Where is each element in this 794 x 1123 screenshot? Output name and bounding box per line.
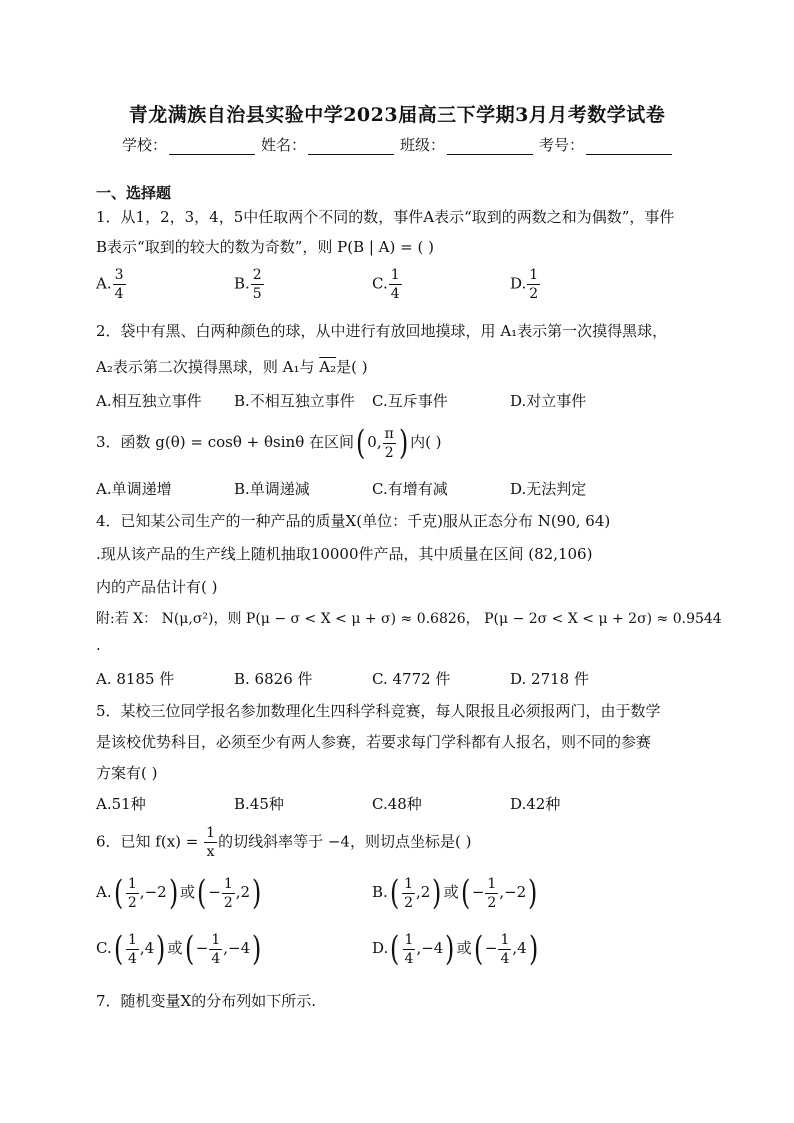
fraction: $\frac{1}{2}$: [127, 875, 137, 911]
name-label: 姓名：: [260, 136, 306, 154]
fraction: $\frac{3}{4}$: [114, 267, 124, 302]
fraction: $\frac{1}{4}$: [404, 931, 414, 967]
q2-line2: A₂表示第二次摸得黑球，则 A₁与 A₂是( ): [96, 358, 368, 376]
q6-option-a[interactable]: A.( $\frac{1}{2}$ ,−2) 或( − $\frac{1}{2}$ ,2): [96, 873, 262, 913]
fraction: $\frac{\pi}{2}$: [384, 425, 394, 461]
name-field[interactable]: [261, 134, 394, 155]
q5-option-d[interactable]: D.42种: [510, 795, 561, 813]
q1-option-b[interactable]: B. $\frac{2}{5}$: [234, 267, 262, 302]
q1-option-c[interactable]: C. $\frac{1}{4}$: [372, 267, 400, 302]
q6-option-c[interactable]: C.( $\frac{1}{4}$ ,4) 或( − $\frac{1}{4}$ ,−4): [96, 929, 262, 969]
q6-option-d[interactable]: D.( $\frac{1}{4}$ ,−4) 或( − $\frac{1}{4}$ ,4): [372, 929, 538, 969]
q5-line2: 是该校优势科目，必须至少有两人参赛，若要求每门学科都有人报名，则不同的参赛: [96, 733, 652, 751]
q5-option-a[interactable]: A.51种: [96, 795, 146, 813]
q4-option-d[interactable]: D. 2718 件: [510, 670, 589, 688]
q4-option-b[interactable]: B. 6826 件: [234, 670, 313, 688]
q2-option-a[interactable]: A.相互独立事件: [96, 392, 202, 410]
q1-line2: B表示“取到的较大的数为奇数”，则 P(B | A) = ( ): [96, 238, 434, 256]
school-label: 学校：: [121, 136, 167, 154]
q2-line1: 2．袋中有黑、白两种颜色的球，从中进行有放回地摸球，用 A₁表示第一次摸得黑球，: [96, 322, 668, 340]
complement-event: A₂: [319, 358, 337, 376]
fraction: $\frac{1}{4}$: [127, 931, 137, 967]
fraction: $\frac{1}{2}$: [529, 267, 539, 302]
exam-title: 青龙满族自治县实验中学2023届高三下学期3月月考数学试卷: [128, 104, 666, 126]
fraction: $\frac{1}{4}$: [500, 931, 510, 967]
fraction: $\frac{1}{4}$: [390, 267, 400, 302]
school-blank[interactable]: [169, 138, 255, 155]
q5-option-b[interactable]: B.45种: [234, 795, 284, 813]
q3-option-b[interactable]: B.单调递减: [234, 480, 310, 498]
q4-option-a[interactable]: A. 8185 件: [96, 670, 175, 688]
q6-option-b[interactable]: B.( $\frac{1}{2}$ ,2) 或( − $\frac{1}{2}$ ,−2): [372, 873, 538, 913]
q4-line5: .: [96, 636, 101, 654]
class-blank[interactable]: [447, 138, 533, 155]
class-label: 班级：: [400, 136, 446, 154]
q1-option-a[interactable]: A. $\frac{3}{4}$: [96, 267, 124, 302]
q1-line1: 1．从1，2，3，4，5中任取两个不同的数，事件A表示“取到的两数之和为偶数”，事件: [96, 208, 675, 226]
school-field[interactable]: [122, 134, 255, 155]
q5-line1: 5．某校三位同学报名参加数理化生四科学科竞赛，每人限报且必须报两门，由于数学: [96, 702, 661, 720]
q4-line3: 内的产品估计有( ): [96, 578, 218, 596]
number-field[interactable]: [539, 134, 672, 155]
q3-option-c[interactable]: C.有增有减: [372, 480, 448, 498]
q4-option-c[interactable]: C. 4772 件: [372, 670, 451, 688]
q3-line: 3．函数 g(θ) = cosθ + θsinθ 在区间( 0, $\frac{\pi}{2}$ ) 内( ): [96, 423, 442, 463]
q5-option-c[interactable]: C.48种: [372, 795, 422, 813]
q6-line: 6．已知 f(x) = $\frac{1}{x}$ 的切线斜率等于 −4，则切点坐标是( ): [96, 825, 472, 860]
q7-line1: 7．随机变量X的分布列如下所示.: [96, 992, 316, 1010]
q4-line1: 4．已知某公司生产的一种产品的质量X(单位：千克)服从正态分布 N(90, 64): [96, 512, 611, 530]
section-heading: 一、选择题: [96, 184, 172, 202]
q5-line3: 方案有( ): [96, 764, 158, 782]
fraction: $\frac{2}{5}$: [252, 267, 262, 302]
q4-line2: .现从该产品的生产线上随机抽取10000件产品，其中质量在区间 (82,106): [96, 545, 593, 563]
q2-option-b[interactable]: B.不相互独立事件: [234, 392, 355, 410]
fraction: $\frac{1}{x}$: [206, 825, 216, 860]
q1-option-d[interactable]: D. $\frac{1}{2}$: [510, 267, 539, 302]
fraction: $\frac{1}{2}$: [404, 875, 413, 911]
class-field[interactable]: [400, 134, 533, 155]
fraction: $\frac{1}{2}$: [223, 875, 233, 911]
q4-line4: 附:若 X： N(μ,σ²)，则 P(μ − σ < X < μ + σ) ≈ 0.6826， P(μ − 2σ < X < μ + 2σ) ≈ 0.9544: [96, 611, 722, 627]
q3-option-a[interactable]: A.单调递增: [96, 480, 172, 498]
q2-option-c[interactable]: C.互斥事件: [372, 392, 448, 410]
student-info-line: [0, 134, 794, 155]
fraction: $\frac{1}{2}$: [487, 875, 497, 911]
name-blank[interactable]: [308, 138, 394, 155]
q3-option-d[interactable]: D.无法判定: [510, 480, 587, 498]
number-label: 考号：: [539, 136, 585, 154]
number-blank[interactable]: [586, 138, 672, 155]
fraction: $\frac{1}{4}$: [211, 931, 221, 967]
q2-option-d[interactable]: D.对立事件: [510, 392, 587, 410]
